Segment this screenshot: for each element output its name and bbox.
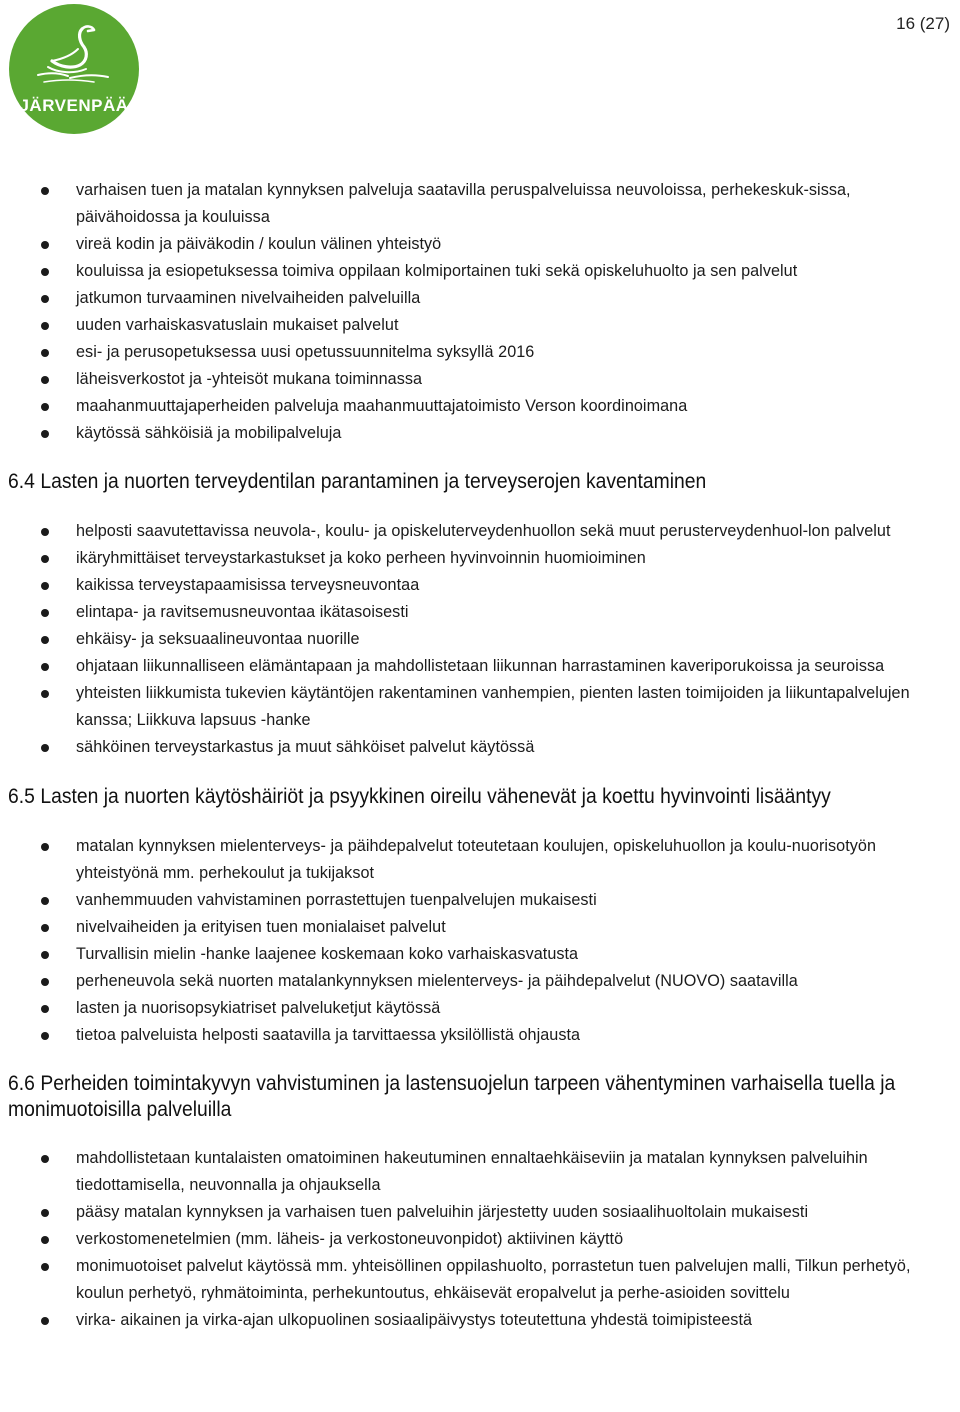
list-item: monimuotoiset palvelut käytössä mm. yhteisöllinen oppilashuolto, porrastetun tuen palvelujen malli, Tilkun perhetyö, koulun perhetyö, ryhmätoiminta, perhekuntoutus, ehkäisevät eropalvelut ja perhe-asioiden sovittelu bbox=[8, 1253, 954, 1307]
bullet-icon bbox=[41, 744, 49, 752]
section-6-6-list bbox=[8, 1145, 954, 1334]
intro-list bbox=[8, 177, 954, 447]
bullet-icon bbox=[41, 843, 49, 851]
list-item: mahdollistetaan kuntalaisten omatoiminen hakeutuminen ennaltaehkäiseviin ja matalan kynnyksen palveluihin tiedottamisella, neuvonnalla ja ohjauksella bbox=[8, 1145, 954, 1199]
jarvenpaa-logo bbox=[8, 3, 140, 135]
list-item: uuden varhaiskasvatuslain mukaiset palvelut bbox=[8, 312, 954, 339]
section-number: 6.4 bbox=[8, 470, 35, 493]
list-item: nivelvaiheiden ja erityisen tuen monialaiset palvelut bbox=[8, 914, 954, 941]
section-6-4-list bbox=[8, 518, 954, 761]
bullet-icon bbox=[41, 295, 49, 303]
list-item: lasten ja nuorisopsykiatriset palveluketjut käytössä bbox=[8, 995, 954, 1022]
bullet-icon bbox=[41, 609, 49, 617]
bullet-icon bbox=[41, 1263, 49, 1271]
section-number: 6.5 bbox=[8, 785, 35, 808]
list-item: kaikissa terveystapaamisissa terveysneuvontaa bbox=[8, 572, 954, 599]
bullet-icon bbox=[41, 268, 49, 276]
list-item: ikäryhmittäiset terveystarkastukset ja koko perheen hyvinvoinnin huomioiminen bbox=[8, 545, 954, 572]
list-item: jatkumon turvaaminen nivelvaiheiden palveluilla bbox=[8, 285, 954, 312]
bullet-icon bbox=[41, 951, 49, 959]
bullet-icon bbox=[41, 690, 49, 698]
bullet-icon bbox=[41, 322, 49, 330]
bullet-icon bbox=[41, 1317, 49, 1325]
list-item: käytössä sähköisiä ja mobilipalveluja bbox=[8, 420, 954, 447]
bullet-icon bbox=[41, 1155, 49, 1163]
bullet-icon bbox=[41, 241, 49, 249]
bullet-icon bbox=[41, 978, 49, 986]
bullet-icon bbox=[41, 1236, 49, 1244]
list-item: perheneuvola sekä nuorten matalankynnyksen mielenterveys- ja päihdepalvelut (NUOVO) saatavilla bbox=[8, 968, 954, 995]
bullet-icon bbox=[41, 582, 49, 590]
bullet-icon bbox=[41, 349, 49, 357]
list-item: sähköinen terveystarkastus ja muut sähköiset palvelut käytössä bbox=[8, 734, 954, 761]
bullet-icon bbox=[41, 636, 49, 644]
list-item: ehkäisy- ja seksuaalineuvontaa nuorille bbox=[8, 626, 954, 653]
list-item: vireä kodin ja päiväkodin / koulun välinen yhteistyö bbox=[8, 231, 954, 258]
list-item: matalan kynnyksen mielenterveys- ja päihdepalvelut toteutetaan koulujen, opiskeluhuollon ja koulu-nuorisotyön yhteistyönä mm. perhekoulut ja tukijaksot bbox=[8, 833, 954, 887]
bullet-icon bbox=[41, 376, 49, 384]
list-item: tietoa palveluista helposti saatavilla ja tarvittaessa yksilöllistä ohjausta bbox=[8, 1022, 954, 1049]
list-item: yhteisten liikkumista tukevien käytäntöjen rakentaminen vanhempien, pienten lasten toimijoiden ja liikuntapalvelujen kanssa; Liikkuva lapsuus -hanke bbox=[8, 680, 954, 734]
bullet-icon bbox=[41, 430, 49, 438]
bullet-icon bbox=[41, 528, 49, 536]
section-title: Lasten ja nuorten käytöshäiriöt ja psyykkinen oireilu vähenevät ja koettu hyvinvointi lisääntyy bbox=[40, 785, 831, 808]
bullet-icon bbox=[41, 187, 49, 195]
section-6-5-list bbox=[8, 833, 954, 1049]
list-item: varhaisen tuen ja matalan kynnyksen palveluja saatavilla peruspalveluissa neuvoloissa, perhekeskuk-sissa, päivähoidossa ja kouluissa bbox=[8, 177, 954, 231]
logo-text: JÄRVENPÄÄ bbox=[19, 96, 129, 115]
list-item: ohjataan liikunnalliseen elämäntapaan ja mahdollistetaan liikunnan harrastaminen kaveriporukoissa ja seuroissa bbox=[8, 653, 954, 680]
list-item: kouluissa ja esiopetuksessa toimiva oppilaan kolmiportainen tuki sekä opiskeluhuolto ja sen palvelut bbox=[8, 258, 954, 285]
section-heading-6-4 bbox=[8, 469, 878, 495]
list-item: elintapa- ja ravitsemusneuvontaa ikätasoisesti bbox=[8, 599, 954, 626]
list-item: virka- aikainen ja virka-ajan ulkopuolinen sosiaalipäivystys toteutettuna yhdestä toimipisteestä bbox=[8, 1307, 954, 1334]
bullet-icon bbox=[41, 897, 49, 905]
list-item: vanhemmuuden vahvistaminen porrastettujen tuenpalvelujen mukaisesti bbox=[8, 887, 954, 914]
bullet-icon bbox=[41, 924, 49, 932]
bullet-icon bbox=[41, 1209, 49, 1217]
list-item: helposti saavutettavissa neuvola-, koulu- ja opiskeluterveydenhuollon sekä muut perusterveydenhuol-lon palvelut bbox=[8, 518, 954, 545]
logo-emblem-icon bbox=[8, 3, 140, 135]
list-item: verkostomenetelmien (mm. läheis- ja verkostoneuvonpidot) aktiivinen käyttö bbox=[8, 1226, 954, 1253]
list-item: esi- ja perusopetuksessa uusi opetussuunnitelma syksyllä 2016 bbox=[8, 339, 954, 366]
list-item: maahanmuuttajaperheiden palveluja maahanmuuttajatoimisto Verson koordinoimana bbox=[8, 393, 954, 420]
list-item: läheisverkostot ja -yhteisöt mukana toiminnassa bbox=[8, 366, 954, 393]
section-heading-6-6 bbox=[8, 1071, 928, 1123]
list-item: pääsy matalan kynnyksen ja varhaisen tuen palveluihin järjestetty uuden sosiaalihuoltolain mukaisesti bbox=[8, 1199, 954, 1226]
section-heading-6-5 bbox=[8, 784, 878, 810]
document-body bbox=[8, 177, 954, 1334]
bullet-icon bbox=[41, 1005, 49, 1013]
bullet-icon bbox=[41, 663, 49, 671]
bullet-icon bbox=[41, 555, 49, 563]
bullet-icon bbox=[41, 403, 49, 411]
section-title: Perheiden toimintakyvyn vahvistuminen ja lastensuojelun tarpeen vähentyminen varhaisella tuella ja monimuotoisilla palveluilla bbox=[8, 1072, 896, 1121]
bullet-icon bbox=[41, 1032, 49, 1040]
page-number: 16 (27) bbox=[896, 14, 950, 33]
section-title: Lasten ja nuorten terveydentilan parantaminen ja terveyserojen kaventaminen bbox=[40, 470, 707, 493]
list-item: Turvallisin mielin -hanke laajenee koskemaan koko varhaiskasvatusta bbox=[8, 941, 954, 968]
section-number: 6.6 bbox=[8, 1072, 35, 1095]
